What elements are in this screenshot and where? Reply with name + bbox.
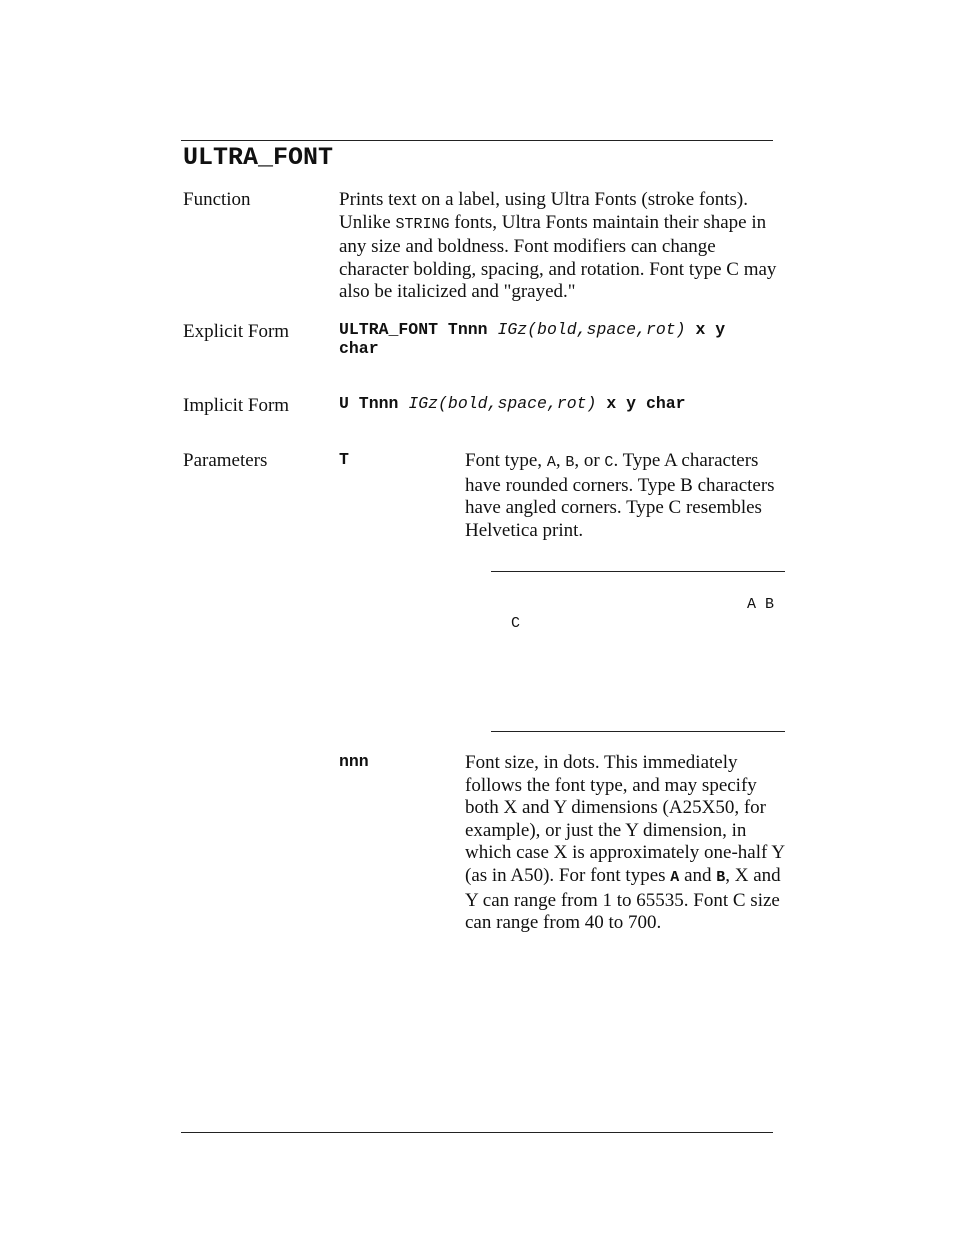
- note-top-rule: [491, 571, 785, 572]
- function-text-1: Prints text on a label, using Ultra Fonts (stroke fonts). Unlike: [339, 189, 748, 233]
- param-t-code-a: A: [546, 454, 556, 471]
- bottom-rule: [181, 1132, 773, 1133]
- implicit-form-label: Implicit Form: [183, 395, 290, 416]
- function-code-string: STRING: [395, 215, 450, 233]
- function-description: [339, 189, 779, 304]
- param-nnn-text-1: Font size, in dots. This immediately follows the font type, and may specify both X and Y dimensions (A25X50, for example), or just the Y dimension, in which case X is approximately one-half Y (as in A50). For font types: [465, 752, 785, 886]
- explicit-args: IGz(bold,space,rot): [497, 320, 686, 339]
- param-nnn-text-2: and: [679, 864, 717, 886]
- param-t-text-3: , or: [574, 450, 605, 471]
- note-bottom-rule: [491, 731, 785, 732]
- page-title: ULTRA_FONT: [183, 143, 334, 172]
- explicit-form-label: Explicit Form: [183, 321, 290, 342]
- param-nnn-code-a: A: [670, 868, 680, 886]
- param-nnn-description: [465, 752, 787, 935]
- note-text-c: C: [511, 615, 521, 632]
- param-t-text-2: ,: [555, 450, 566, 471]
- param-t-description: [465, 450, 787, 542]
- param-nnn-text-3: , X and Y can range from 1 to 65535. Font C size can range from 40 to 700.: [465, 864, 781, 934]
- implicit-args: IGz(bold,space,rot): [408, 394, 597, 413]
- function-label: Function: [183, 189, 251, 210]
- top-rule: [181, 140, 773, 141]
- param-t-name: T: [339, 450, 349, 469]
- param-t-code-b: B: [565, 454, 575, 471]
- note-text-ab: A B: [747, 596, 775, 613]
- param-t-text-4: . Type A characters have rounded corners. Type B characters have angled corners. Type C resembles Helvetica print.: [465, 450, 775, 541]
- implicit-cmd: U Tnnn: [339, 394, 399, 413]
- function-text-2: fonts, Ultra Fonts maintain their shape in any size and boldness. Font modifiers can change character bolding, spacing, and rotation. Font type C may also be italicized and "grayed.": [339, 211, 777, 303]
- explicit-form-syntax: [339, 320, 779, 358]
- explicit-xy: x y: [695, 320, 726, 339]
- explicit-cmd: ULTRA_FONT Tnnn: [339, 320, 488, 339]
- param-t-code-c: C: [604, 454, 614, 471]
- implicit-form-syntax: [339, 394, 779, 413]
- param-nnn-code-b: B: [716, 868, 726, 886]
- explicit-char: char: [339, 339, 379, 358]
- implicit-tail: x y char: [606, 394, 686, 413]
- param-nnn-name: nnn: [339, 752, 369, 771]
- parameters-label: Parameters: [183, 450, 268, 471]
- param-t-text-1: Font type,: [465, 450, 547, 471]
